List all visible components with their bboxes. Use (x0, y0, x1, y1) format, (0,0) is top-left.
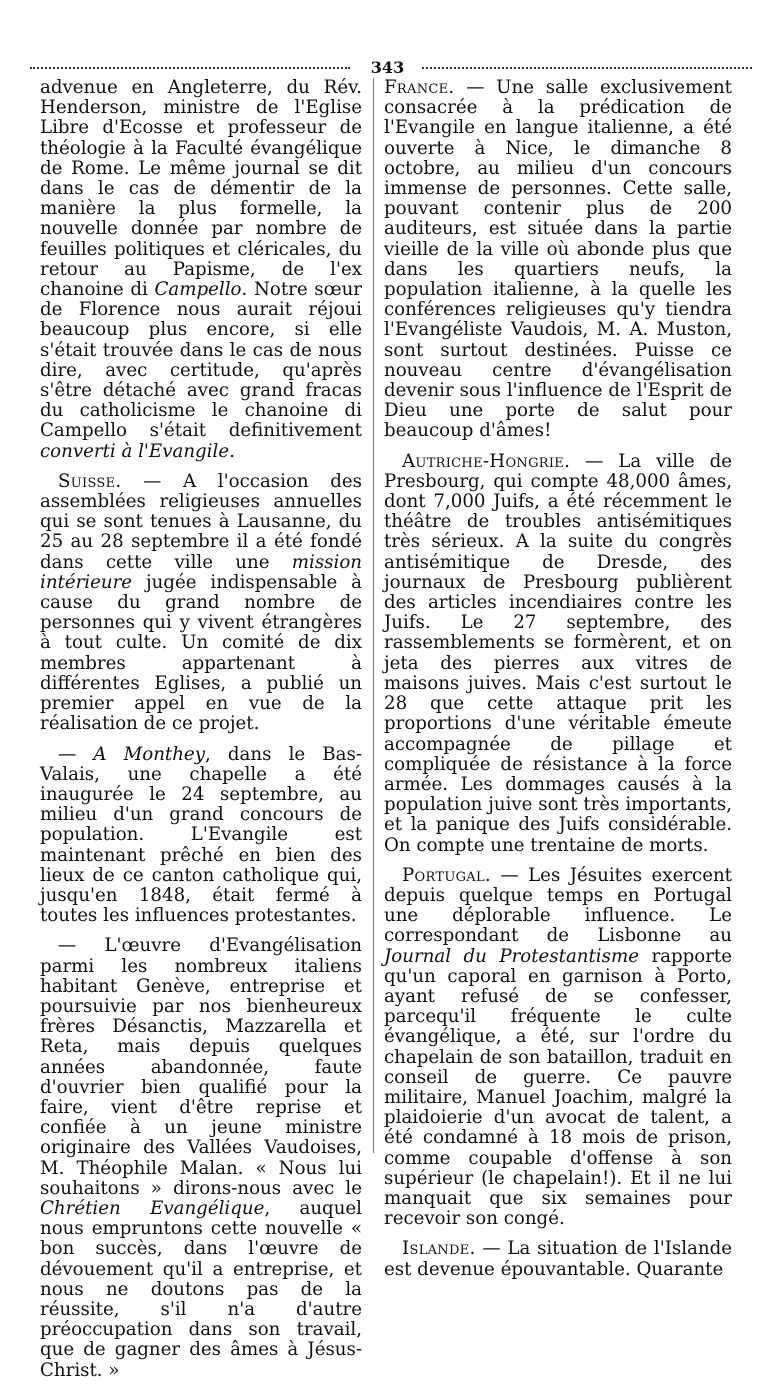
column-divider (373, 78, 374, 1153)
italic-monthey: A Monthey (93, 743, 205, 765)
section-heading-portugal: Portugal. (402, 864, 491, 886)
text-segment: rapporte qu'un caporal en garnison à Porto, ayant refusé de se confesser, parcequ'il fréquente le culte évangélique, a été, sur l'ordre du chapelain de son bataillon, traduit en conseil de guerre. Ce pauvre militaire, Manuel Joachim, malgré la plaidoierie d'un avocat de talent, a été condamné à 18 mois de prison, comme coupable d'offense à son supérieur (le chapelain!). Et il ne lui manquait que six semaines pour recevoir son congé. (384, 945, 732, 1230)
text-segment: — La ville de Presbourg, qui compte 48,000 âmes, dont 7,000 Juifs, a été récemment le théâtre de troubles antisémitiques très sérieux. A la suite du congrès antisémitique de Dresde, des journaux de Presbourg publièrent des articles incendiaires contre les Juifs. Le 27 septembre, des rassemblements se formèrent, et on jeta des pierres aux vitres de maisons juives. Mais c'est surtout le 28 que cette attaque prit les proportions d'une véritable émeute accompagnée de pillage et compliquée de résistance à la force armée. Les dommages causés à la population juive sont très importants, et la panique des Juifs considérable. On compte une trentaine de morts. (384, 450, 732, 856)
text-segment: , auquel nous empruntons cette nouvelle « bon succès, dans l'œuvre de dévouement qu'il a entreprise, et nous ne doutons pas de la réussite, s'il n'a d'autre préoccupation dans son travail, que de gagner des âmes à Jésus-Christ. » (40, 1197, 362, 1381)
left-column (40, 78, 362, 1391)
text-segment: . Notre sœur de Florence nous aurait réjoui beaucoup plus encore, si elle s'était trouvée dans le cas de nous dire, avec certitude, qu'après s'être détaché avec grand fracas du catholicisme le chanoine di Campello s'était definitivement (40, 279, 362, 442)
text-segment: advenue en Angleterre, du Rév. Henderson, ministre de l'Eglise Libre d'Ecosse et professeur de théologie à la Faculté évangélique de Rome. Le même journal se dit dans le cas de démentir de la manière la plus formelle, la nouvelle donnée par nombre de feuilles politiques et cléricales, du retour au Papisme, de l'ex chanoine di (40, 77, 362, 301)
section-heading-autriche-hongrie: Autriche-Hongrie. (402, 450, 571, 472)
italic-chretien-evangelique: Chrétien Evangélique (40, 1197, 265, 1219)
text-segment: — La situation de l'Islande est devenue épouvantable. Quarante (384, 1238, 732, 1280)
text-segment: — Une salle exclusivement consacrée à la prédication de l'Evangile en langue italienne, a été ouverte à Nice, le dimanche 8 octobre, au milieu d'un concours immense de personnes. Cette salle, pouvant contenir plus de 200 auditeurs, est située dans la partie vieille de la ville où abonde plus que dans les quartiers neufs, la population italienne, à la quelle les conférences religieuses qu'y tiendra l'Evangéliste Vaudois, M. A. Muston, sont surtout destinées. Puisse ce nouveau centre d'évangélisation devenir sous l'influence de l'Esprit de Dieu une porte de salut pour beaucoup d'âmes! (384, 77, 732, 442)
text-segment: — L'œuvre d'Evangélisation parmi les nombreux italiens habitant Genève, entreprise et poursuivie par nos bienheureux frères Désanctis, Mazzarella et Reta, mais depuis quelques années abandonnée, faute d'ouvrier bien qualifié pour la faire, vient d'être reprise et confiée à un jeune ministre originaire des Vallées Vaudoises, M. Théophile Malan. « Nous lui souhaitons » dirons-nous avec le (40, 935, 362, 1199)
paragraph-henderson (40, 78, 362, 462)
section-heading-france: France. (384, 77, 455, 98)
paragraph-evangelisation-geneve (40, 936, 362, 1380)
right-column (384, 78, 732, 1290)
text-segment: , dans le Bas-Valais, une chapelle a été inaugurée le 24 septembre, au milieu d'un grand concours de population. L'Evangile est maintenant prêché en bien des lieux de ce canton catholique qui, jusqu'en 1848, était fermé à toutes les influences protestantes. (40, 743, 362, 927)
paragraph-portugal (384, 866, 732, 1230)
text-segment: — Les Jésuites exercent depuis quelque temps en Portugal une déplorable influence. Le correspondant de Lisbonne au (384, 864, 732, 947)
paragraph-monthey (40, 745, 362, 927)
page-number: 343 (370, 58, 405, 77)
paragraph-france (384, 78, 732, 442)
italic-mission-interieure: mission intérieure (40, 551, 362, 593)
text-segment: — A l'occasion des assemblées religieuses annuelles qui se sont tenues à Lausanne, du 25 au 28 septembre il a été fondé dans cette ville une (40, 470, 362, 573)
header-rule-left (30, 67, 350, 69)
paragraph-islande (384, 1239, 732, 1279)
header-rule-right (422, 67, 752, 69)
text-segment: jugée indispensable à cause du grand nombre de personnes qui y vivent étrangères à tout culte. Un comité de dix membres appartenant à différentes Eglises, a publié un premier appel en vue de la réalisation de ce projet. (40, 571, 362, 735)
section-heading-islande: Islande. (402, 1238, 476, 1260)
italic-journal-du-protestantisme: Journal du Protestantisme (384, 945, 639, 967)
text-segment: . (229, 440, 235, 462)
italic-campello: Campello (154, 279, 242, 301)
paragraph-autriche-hongrie (384, 452, 732, 856)
text-segment: — (58, 743, 94, 765)
section-heading-suisse: Suisse. (58, 470, 122, 492)
italic-converti: converti à l'Evangile (40, 440, 230, 462)
paragraph-suisse (40, 472, 362, 735)
page-header (30, 58, 752, 78)
